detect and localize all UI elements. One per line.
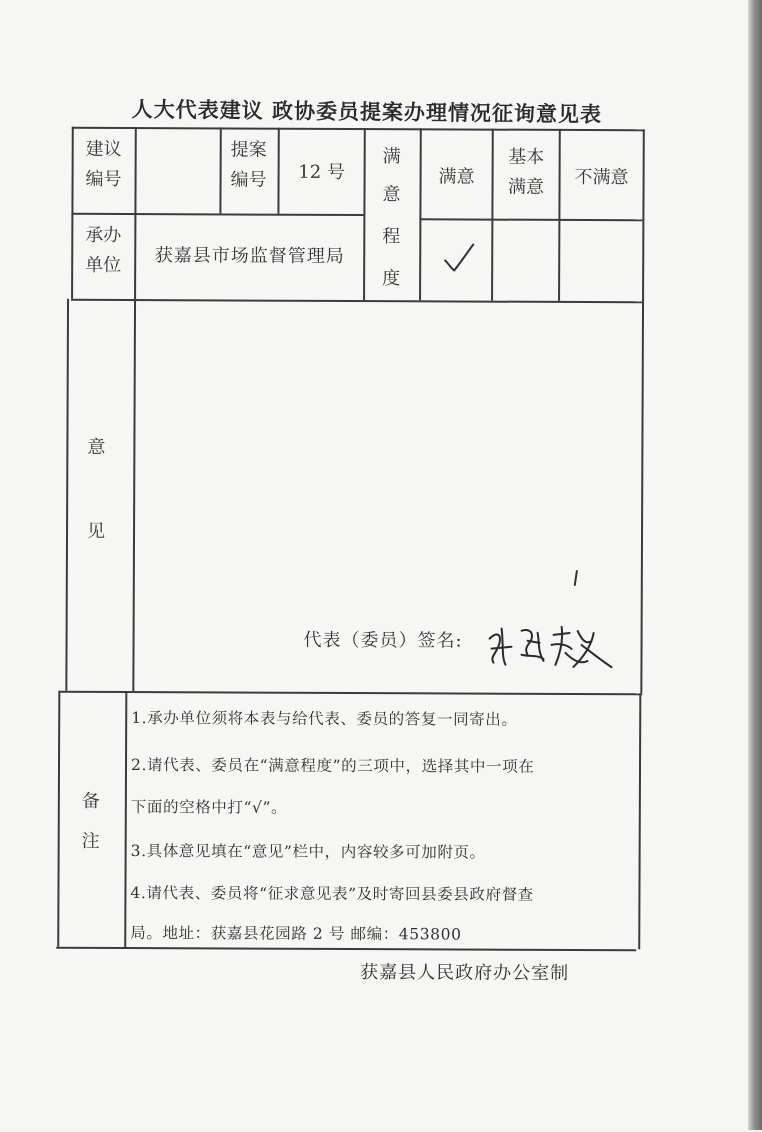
signature-label: 代表（委员）签名: [304, 626, 463, 653]
motion-number-label: 提案 编号 [220, 135, 278, 195]
remark-line: 3.具体意见填在“意见”栏中，内容较多可加附页。 [131, 839, 641, 863]
satisfaction-label: 满 意 程 度 [2, 0, 762, 2]
remark-line: 局。地址：获嘉县花园路 2 号 邮编：453800 [130, 921, 640, 945]
option-satisfied-label: 满意 [422, 162, 492, 192]
option-unsatisfied-label: 不满意 [561, 163, 643, 193]
opinion-label: 意 见 [2, 0, 762, 2]
motion-number-value: 12 号 [280, 158, 364, 188]
checkbox-basically-satisfied[interactable] [493, 221, 558, 301]
remarks-label: 备 注 [2, 0, 762, 2]
checkbox-unsatisfied[interactable] [560, 221, 642, 301]
remark-line: 1.承办单位须将本表与给代表、委员的答复一同寄出。 [131, 706, 641, 730]
option-basically-satisfied-label: 基本 满意 [493, 143, 558, 203]
checkmark-icon [439, 238, 479, 278]
handler-value: 获嘉县市场监督管理局 [136, 241, 363, 272]
remark-line: 2.请代表、委员在“满意程度”的三项中，选择其中一项在 [131, 753, 641, 777]
remark-line: 下面的空格中打“√”。 [131, 795, 641, 819]
form-title: 人大代表建议 政协委员提案办理情况征询意见表 [62, 93, 672, 130]
proposal-number-label: 建议 编号 [74, 135, 134, 195]
checkbox-satisfied[interactable] [421, 220, 491, 300]
opinion-content-area[interactable] [136, 303, 639, 595]
ink-mark [572, 569, 580, 589]
issuer-footer: 获嘉县人民政府办公室制 [360, 958, 569, 985]
signature-scribble [481, 615, 621, 676]
remark-line: 4.请代表、委员将“征求意见表”及时寄回县委县政府督查 [130, 881, 640, 905]
handler-label: 承办 单位 [73, 221, 133, 281]
